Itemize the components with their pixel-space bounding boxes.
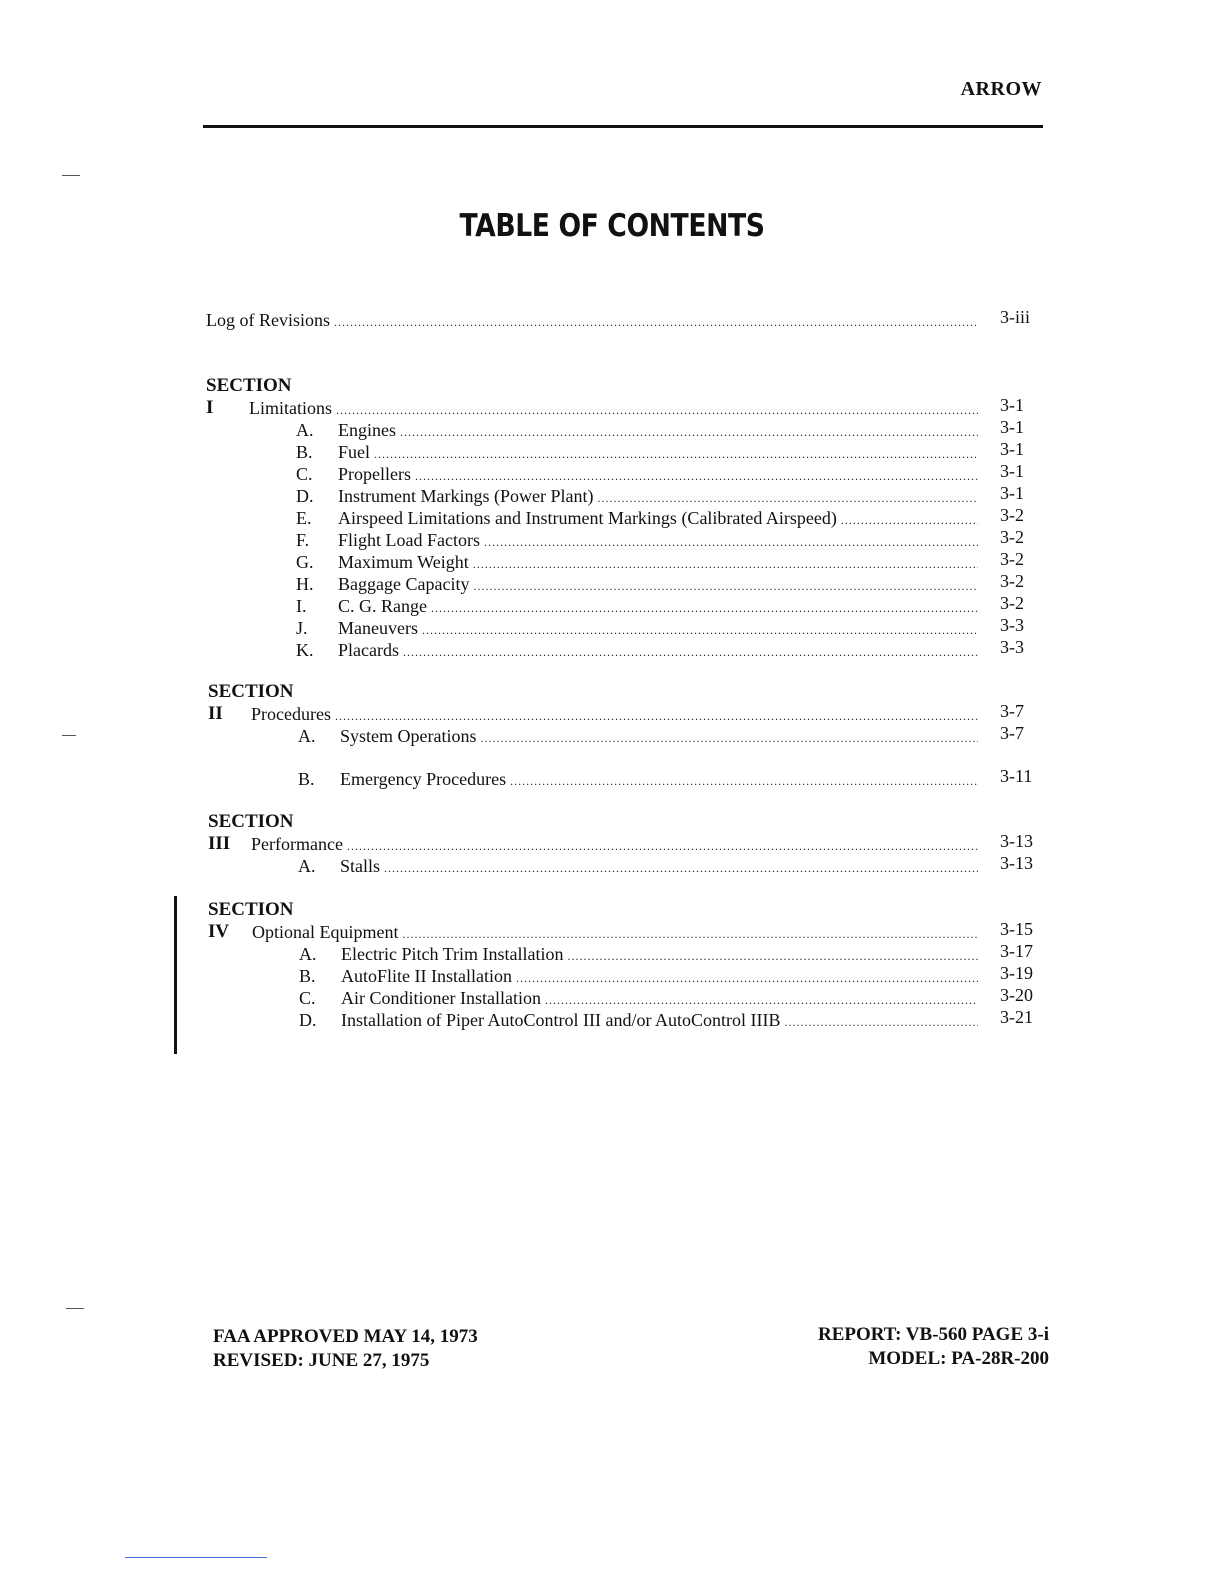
- toc-entry-page: 3-17: [1000, 941, 1033, 961]
- toc-entry-letter: F.: [296, 530, 310, 550]
- toc-entry-page: 3-7: [1000, 723, 1024, 743]
- toc-entry-label: System Operations: [340, 726, 477, 746]
- section-heading: SECTION III: [208, 811, 294, 854]
- toc-entry-label: Maximum Weight: [338, 552, 469, 572]
- section-heading: SECTION I: [206, 375, 292, 418]
- faa-approved-date: FAA APPROVED MAY 14, 1973: [213, 1326, 478, 1347]
- scan-mark: [66, 1308, 84, 1309]
- toc-entry-page: 3-2: [1000, 593, 1024, 613]
- toc-entry-letter: A.: [296, 420, 314, 440]
- toc-entry-letter: D.: [296, 486, 314, 506]
- toc-entry-limitations[interactable]: [249, 397, 982, 419]
- toc-entry-label: Airspeed Limitations and Instrument Markings (Calibrated Airspeed): [338, 508, 837, 528]
- toc-entry-label: Performance: [251, 834, 343, 854]
- scan-mark: [62, 735, 76, 736]
- toc-entry-label: AutoFlite II Installation: [341, 966, 512, 986]
- model-number: MODEL: PA-28R-200: [868, 1348, 1049, 1369]
- revised-date: REVISED: JUNE 27, 1975: [213, 1350, 430, 1371]
- toc-subentry-instrument-markings[interactable]: [296, 485, 982, 507]
- toc-subentry-electric-pitch-trim[interactable]: [299, 943, 982, 965]
- toc-entry-page: 3-19: [1000, 963, 1033, 983]
- toc-entry-letter: C.: [296, 464, 313, 484]
- toc-entry-label: Baggage Capacity: [338, 574, 470, 594]
- toc-entry-letter: B.: [296, 442, 313, 462]
- toc-entry-page: 3-1: [1000, 417, 1024, 437]
- toc-entry-page: 3-2: [1000, 549, 1024, 569]
- toc-entry-page: 3-11: [1000, 766, 1033, 786]
- dot-leader: [335, 705, 978, 727]
- toc-entry-label: Air Conditioner Installation: [341, 988, 541, 1008]
- dot-leader: [374, 443, 978, 465]
- dot-leader: [473, 575, 978, 597]
- toc-entry-page: 3-3: [1000, 615, 1024, 635]
- dot-leader: [481, 727, 979, 749]
- toc-entry-page: 3-1: [1000, 461, 1024, 481]
- toc-entry-optional-equipment[interactable]: [252, 921, 982, 943]
- toc-entry-page: 3-iii: [1000, 307, 1030, 327]
- toc-entry-letter: C.: [299, 988, 316, 1008]
- revision-change-bar: [174, 896, 177, 1054]
- toc-entry-letter: J.: [296, 618, 308, 638]
- toc-entry-letter: A.: [298, 856, 316, 876]
- toc-subentry-emergency-procedures[interactable]: [298, 768, 982, 790]
- dot-leader: [422, 619, 978, 641]
- dot-leader: [484, 531, 978, 553]
- toc-entry-label: Emergency Procedures: [340, 769, 507, 789]
- dot-leader: [510, 770, 978, 792]
- toc-subentry-engines[interactable]: [296, 419, 982, 441]
- page-title: TABLE OF CONTENTS: [459, 208, 765, 244]
- toc-entry-letter: I.: [296, 596, 307, 616]
- toc-entry-letter: B.: [298, 769, 315, 789]
- toc-entry-label: Engines: [338, 420, 396, 440]
- dot-leader: [402, 923, 978, 945]
- toc-subentry-autocontrol[interactable]: [299, 1009, 982, 1031]
- toc-entry-label: Instrument Markings (Power Plant): [338, 486, 594, 506]
- toc-entry-procedures[interactable]: [251, 703, 982, 725]
- toc-entry-label: Installation of Piper AutoControl III and/or AutoControl IIIB: [341, 1010, 781, 1030]
- toc-entry-page: 3-1: [1000, 395, 1024, 415]
- toc-subentry-autoflite[interactable]: [299, 965, 982, 987]
- report-page-number: REPORT: VB-560 PAGE 3-i: [817, 1324, 1049, 1345]
- toc-subentry-fuel[interactable]: [296, 441, 982, 463]
- dot-leader: [336, 399, 978, 421]
- toc-entry-log-of-revisions[interactable]: [206, 309, 982, 331]
- toc-entry-label: Procedures: [251, 704, 331, 724]
- toc-entry-label: Placards: [338, 640, 399, 660]
- toc-subentry-stalls[interactable]: [298, 855, 982, 877]
- toc-subentry-system-operations[interactable]: [298, 725, 982, 747]
- toc-entry-label: Optional Equipment: [252, 922, 399, 942]
- toc-entry-page: 3-20: [1000, 985, 1033, 1005]
- toc-entry-label: Flight Load Factors: [338, 530, 480, 550]
- dot-leader: [841, 509, 978, 531]
- toc-entry-letter: B.: [299, 966, 316, 986]
- section-heading: SECTION II: [208, 681, 294, 724]
- toc-entry-page: 3-13: [1000, 853, 1033, 873]
- dot-leader: [597, 487, 978, 509]
- toc-entry-label: Fuel: [338, 442, 371, 462]
- toc-entry-letter: E.: [296, 508, 312, 528]
- toc-subentry-cg-range[interactable]: [296, 595, 982, 617]
- dot-leader: [403, 641, 978, 663]
- toc-entry-page: 3-21: [1000, 1007, 1033, 1027]
- toc-entry-label: Limitations: [249, 398, 332, 418]
- header-label: ARROW: [960, 78, 1042, 100]
- toc-entry-label: Log of Revisions: [206, 310, 330, 330]
- dot-leader: [516, 967, 978, 989]
- toc-subentry-placards[interactable]: [296, 639, 982, 661]
- scan-link-underline: [125, 1557, 267, 1558]
- toc-subentry-flight-load-factors[interactable]: [296, 529, 982, 551]
- toc-entry-performance[interactable]: [251, 833, 982, 855]
- dot-leader: [415, 465, 978, 487]
- toc-entry-letter: D.: [299, 1010, 317, 1030]
- toc-subentry-maneuvers[interactable]: [296, 617, 982, 639]
- toc-subentry-baggage-capacity[interactable]: [296, 573, 982, 595]
- dot-leader: [384, 857, 978, 879]
- toc-subentry-maximum-weight[interactable]: [296, 551, 982, 573]
- toc-entry-page: 3-2: [1000, 571, 1024, 591]
- dot-leader: [567, 945, 978, 967]
- toc-entry-page: 3-2: [1000, 505, 1024, 525]
- toc-entry-letter: A.: [299, 944, 317, 964]
- dot-leader: [400, 421, 978, 443]
- toc-entry-label: Propellers: [338, 464, 411, 484]
- toc-entry-page: 3-7: [1000, 701, 1024, 721]
- toc-entry-page: 3-15: [1000, 919, 1033, 939]
- toc-entry-page: 3-1: [1000, 439, 1024, 459]
- toc-entry-label: Electric Pitch Trim Installation: [341, 944, 564, 964]
- dot-leader: [431, 597, 978, 619]
- header-rule: [203, 125, 1043, 128]
- toc-entry-letter: A.: [298, 726, 316, 746]
- dot-leader: [473, 553, 978, 575]
- toc-entry-label: C. G. Range: [338, 596, 427, 616]
- toc-entry-letter: H.: [296, 574, 314, 594]
- dot-leader: [347, 835, 978, 857]
- toc-entry-page: 3-2: [1000, 527, 1024, 547]
- footer-right: [818, 1323, 1049, 1371]
- dot-leader: [334, 311, 978, 333]
- toc-subentry-propellers[interactable]: [296, 463, 982, 485]
- toc-entry-page: 3-13: [1000, 831, 1033, 851]
- toc-entry-label: Maneuvers: [338, 618, 418, 638]
- toc-entry-page: 3-3: [1000, 637, 1024, 657]
- dot-leader: [545, 989, 978, 1011]
- scan-mark: [62, 175, 80, 176]
- dot-leader: [784, 1011, 978, 1033]
- footer-left: [213, 1325, 478, 1373]
- toc-entry-letter: G.: [296, 552, 314, 572]
- toc-entry-page: 3-1: [1000, 483, 1024, 503]
- toc-entry-letter: K.: [296, 640, 314, 660]
- toc-subentry-airspeed-limitations[interactable]: [296, 507, 982, 529]
- toc-subentry-air-conditioner[interactable]: [299, 987, 982, 1009]
- toc-entry-label: Stalls: [340, 856, 381, 876]
- section-heading: SECTION IV: [208, 899, 294, 942]
